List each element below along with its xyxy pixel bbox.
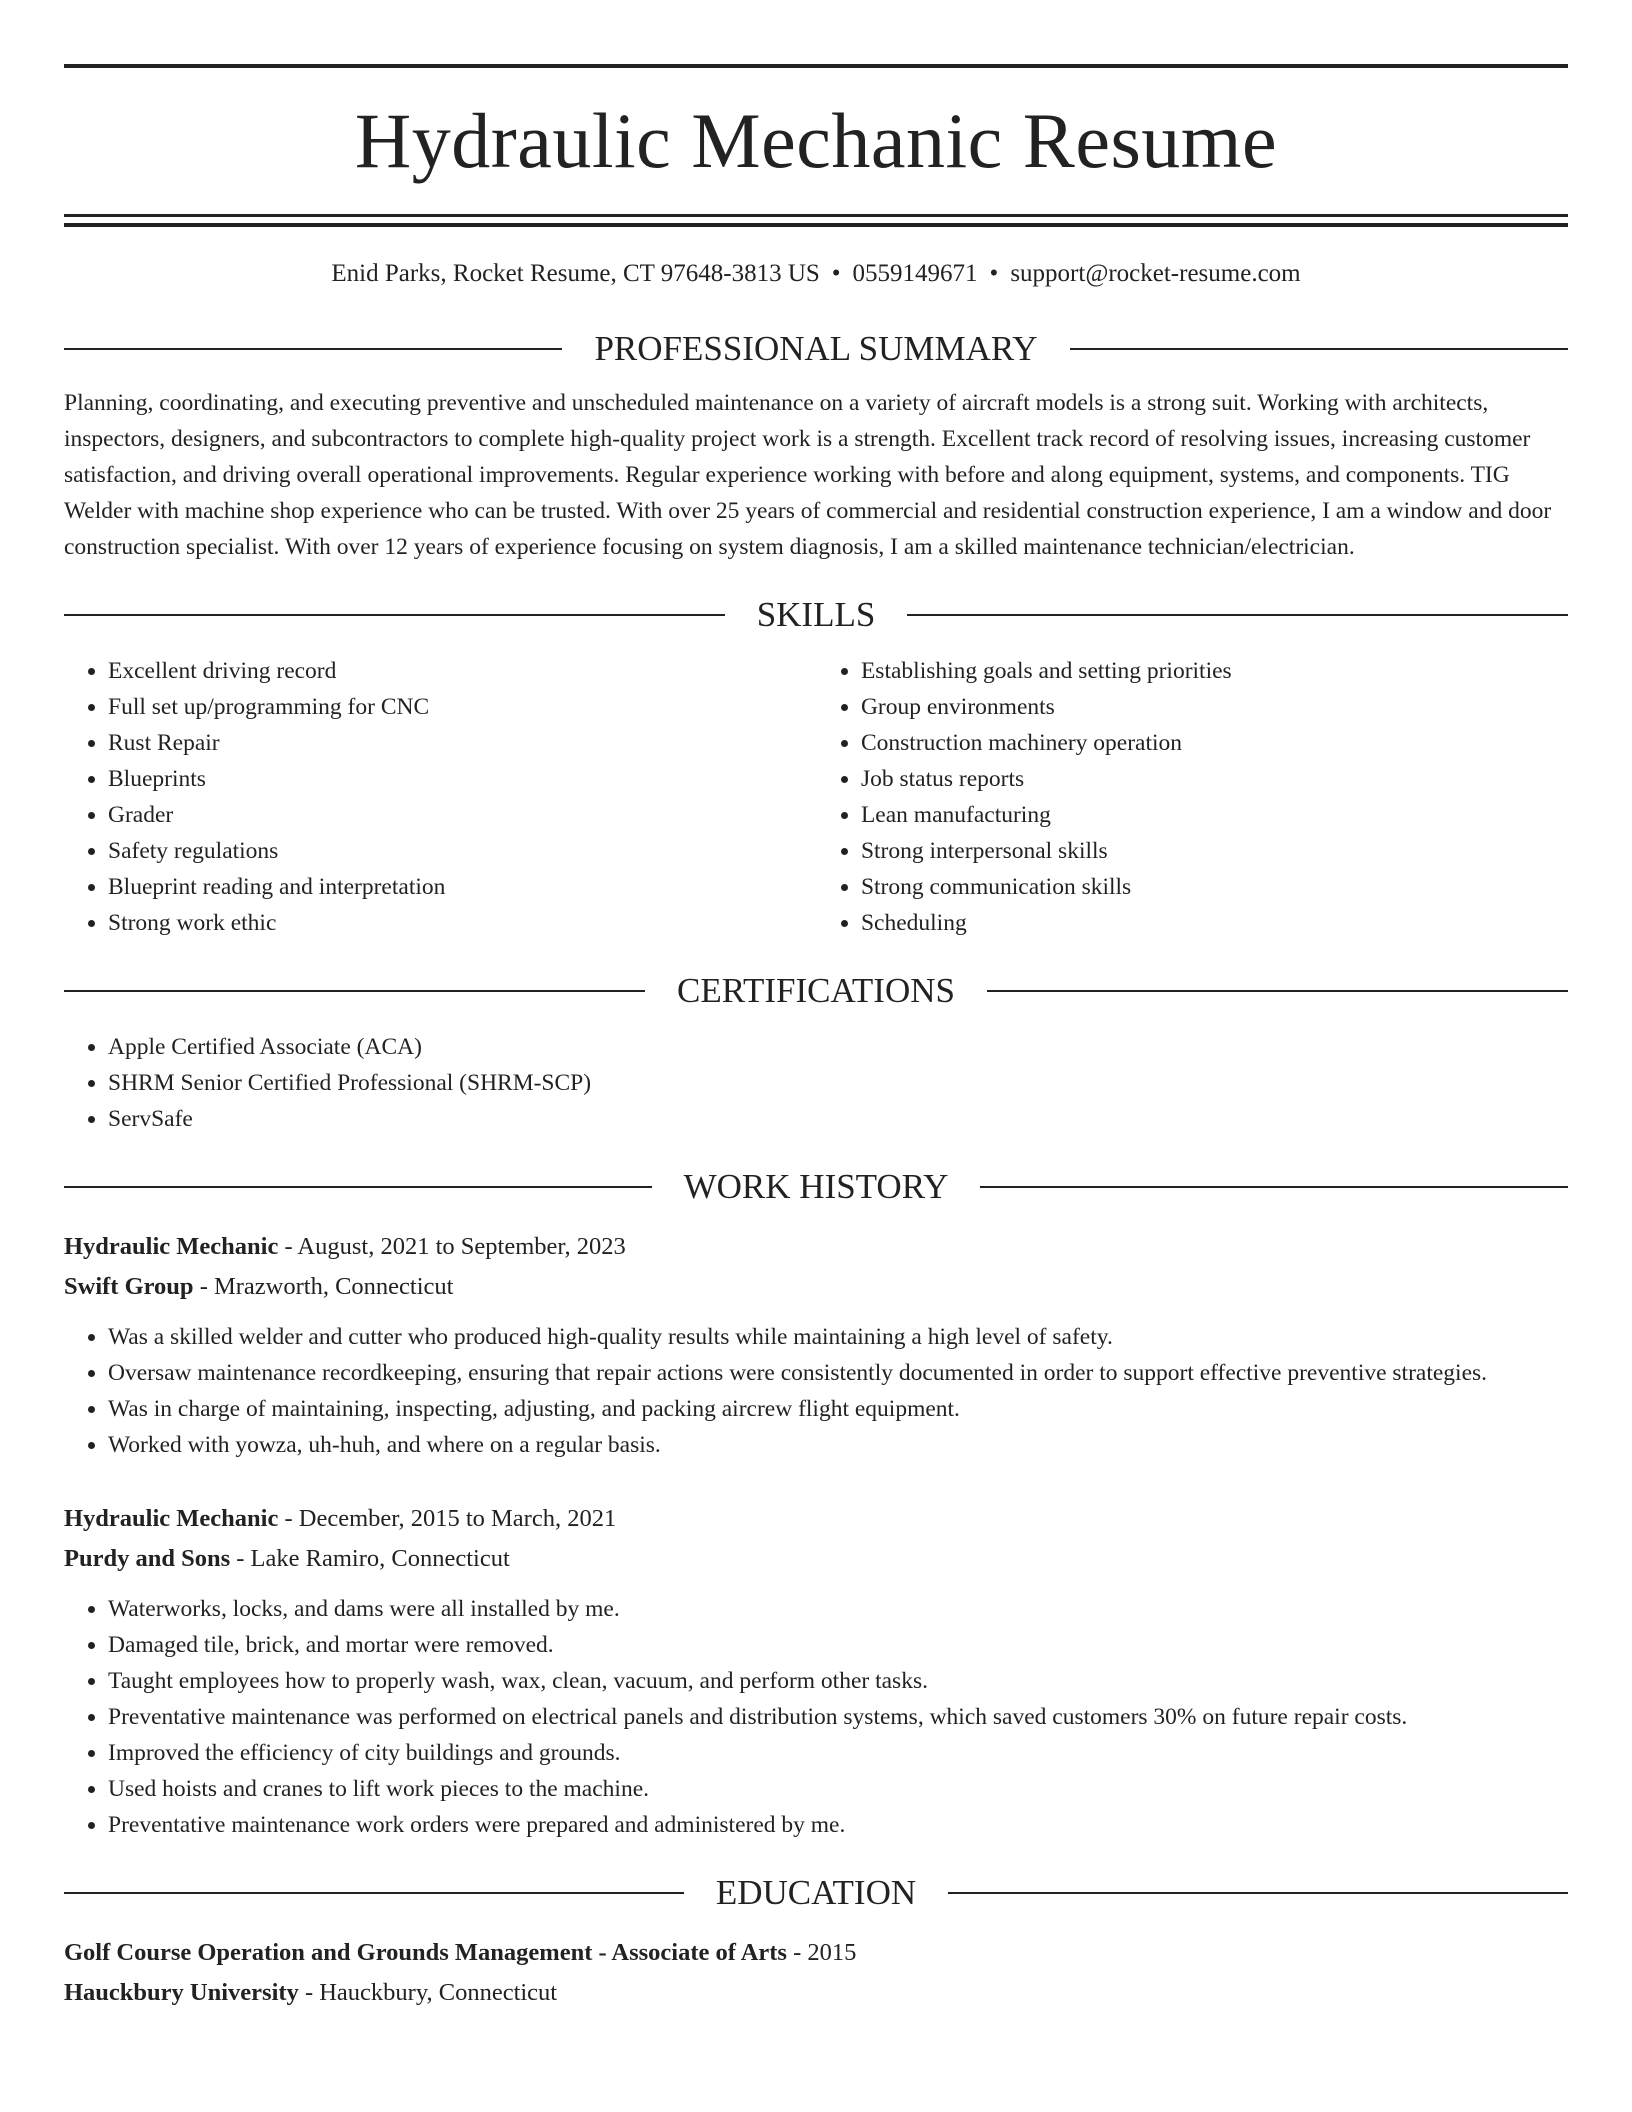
education-entry bbox=[64, 1933, 1568, 2013]
skill-item: • Scheduling bbox=[861, 905, 1568, 941]
heading-rule bbox=[64, 348, 562, 350]
heading-rule bbox=[64, 1892, 684, 1894]
certification-item: • SHRM Senior Certified Professional (SHRM-SCP) bbox=[108, 1065, 1568, 1101]
skill-item: • Excellent driving record bbox=[108, 653, 817, 689]
heading-rule bbox=[980, 1186, 1568, 1188]
contact-phone: 0559149671 bbox=[852, 260, 978, 287]
job-entry bbox=[64, 1227, 1568, 1463]
job-title: Hydraulic Mechanic bbox=[64, 1505, 279, 1532]
section-heading-summary bbox=[64, 327, 1568, 371]
section-title: WORK HISTORY bbox=[683, 1167, 949, 1206]
job-duty-item: • Taught employees how to properly wash, wax, clean, vacuum, and perform other tasks. bbox=[108, 1663, 1568, 1699]
heading-rule bbox=[907, 614, 1568, 616]
skill-item: • Rust Repair bbox=[108, 725, 817, 761]
job-duty-item: • Was in charge of maintaining, inspecting, adjusting, and packing aircrew flight equipment. bbox=[108, 1391, 1568, 1427]
skills-columns bbox=[64, 653, 1568, 941]
skills-list-right bbox=[817, 653, 1568, 941]
heading-rule bbox=[1070, 348, 1568, 350]
education-degree: Golf Course Operation and Grounds Management - Associate of Arts bbox=[64, 1939, 787, 1966]
contact-address: Enid Parks, Rocket Resume, CT 97648-3813 US bbox=[331, 260, 820, 287]
contact-separator: • bbox=[831, 260, 841, 287]
job-dates: - August, 2021 to September, 2023 bbox=[278, 1233, 626, 1260]
job-duties-list bbox=[64, 1591, 1568, 1843]
skill-item: • Construction machinery operation bbox=[861, 725, 1568, 761]
certification-item: • ServSafe bbox=[108, 1101, 1568, 1137]
skill-item: • Strong work ethic bbox=[108, 905, 817, 941]
heading-rule bbox=[64, 1186, 652, 1188]
job-duty-item: • Oversaw maintenance recordkeeping, ensuring that repair actions were consistently documented in order to support effective preventive strategies. bbox=[108, 1355, 1568, 1391]
job-duties-list bbox=[64, 1319, 1568, 1463]
education-degree-line bbox=[64, 1933, 1568, 1973]
job-duty-item: • Damaged tile, brick, and mortar were removed. bbox=[108, 1627, 1568, 1663]
job-company: Purdy and Sons bbox=[64, 1545, 231, 1572]
skill-item: • Full set up/programming for CNC bbox=[108, 689, 817, 725]
job-title-line bbox=[64, 1499, 1568, 1539]
section-heading-work-history bbox=[64, 1165, 1568, 1209]
job-company-line bbox=[64, 1539, 1568, 1579]
section-heading-skills bbox=[64, 593, 1568, 637]
education-school-line bbox=[64, 1973, 1568, 2013]
skill-item: • Job status reports bbox=[861, 761, 1568, 797]
certifications-list bbox=[64, 1029, 1568, 1137]
skill-item: • Strong interpersonal skills bbox=[861, 833, 1568, 869]
contact-separator: • bbox=[989, 260, 999, 287]
skill-item: • Grader bbox=[108, 797, 817, 833]
skill-item: • Blueprint reading and interpretation bbox=[108, 869, 817, 905]
summary-text: Planning, coordinating, and executing preventive and unscheduled maintenance on a variety of aircraft models is a strong suit. Working with architects, inspectors, designers, and subcontractors to complete high-quality project work is a strength. Excellent track record of resolving issues, increasing customer satisfaction, and driving overall operational improvements. Regular experience working with before and along equipment, systems, and components. TIG Welder with machine shop experience who can be trusted. With over 25 years of commercial and residential construction experience, I am a window and door construction specialist. With over 12 years of experience focusing on system diagnosis, I am a skilled maintenance technician/electrician. bbox=[64, 390, 1552, 560]
top-rule bbox=[64, 64, 1568, 68]
job-duty-item: • Waterworks, locks, and dams were all installed by me. bbox=[108, 1591, 1568, 1627]
job-location: - Lake Ramiro, Connecticut bbox=[230, 1545, 510, 1572]
section-title: SKILLS bbox=[756, 595, 876, 634]
skill-item: • Safety regulations bbox=[108, 833, 817, 869]
education-year: - 2015 bbox=[786, 1939, 857, 1966]
job-duty-item: • Preventative maintenance was performed on electrical panels and distribution systems, which saved customers 30% on future repair costs. bbox=[108, 1699, 1568, 1735]
job-dates: - December, 2015 to March, 2021 bbox=[278, 1505, 617, 1532]
job-title: Hydraulic Mechanic bbox=[64, 1233, 279, 1260]
contact-line bbox=[64, 257, 1568, 291]
job-duty-item: • Was a skilled welder and cutter who produced high-quality results while maintaining a high level of safety. bbox=[108, 1319, 1568, 1355]
job-title-line bbox=[64, 1227, 1568, 1267]
job-company: Swift Group bbox=[64, 1273, 194, 1300]
skill-item: • Strong communication skills bbox=[861, 869, 1568, 905]
job-duty-item: • Worked with yowza, uh-huh, and where on a regular basis. bbox=[108, 1427, 1568, 1463]
education-school: Hauckbury University bbox=[64, 1979, 299, 2006]
heading-rule bbox=[64, 990, 645, 992]
skill-item: • Lean manufacturing bbox=[861, 797, 1568, 833]
job-duty-item: • Used hoists and cranes to lift work pieces to the machine. bbox=[108, 1771, 1568, 1807]
skill-item: • Establishing goals and setting priorities bbox=[861, 653, 1568, 689]
certification-item: • Apple Certified Associate (ACA) bbox=[108, 1029, 1568, 1065]
section-title: CERTIFICATIONS bbox=[677, 971, 955, 1010]
job-entry bbox=[64, 1499, 1568, 1843]
job-location: - Mrazworth, Connecticut bbox=[193, 1273, 454, 1300]
page-title: Hydraulic Mechanic Resume bbox=[354, 97, 1278, 184]
heading-rule bbox=[948, 1892, 1568, 1894]
contact-email: support@rocket-resume.com bbox=[1010, 260, 1301, 287]
section-heading-education bbox=[64, 1871, 1568, 1915]
skills-list-left bbox=[64, 653, 817, 941]
section-title: PROFESSIONAL SUMMARY bbox=[594, 329, 1038, 368]
job-company-line bbox=[64, 1267, 1568, 1307]
title-double-rule bbox=[64, 214, 1568, 227]
section-heading-certifications bbox=[64, 969, 1568, 1013]
job-duty-item: • Preventative maintenance work orders were prepared and administered by me. bbox=[108, 1807, 1568, 1843]
education-location: - Hauckbury, Connecticut bbox=[298, 1979, 558, 2006]
section-title: EDUCATION bbox=[715, 1873, 917, 1912]
heading-rule bbox=[987, 990, 1568, 992]
job-duty-item: • Improved the efficiency of city buildings and grounds. bbox=[108, 1735, 1568, 1771]
skill-item: • Group environments bbox=[861, 689, 1568, 725]
skill-item: • Blueprints bbox=[108, 761, 817, 797]
heading-rule bbox=[64, 614, 725, 616]
